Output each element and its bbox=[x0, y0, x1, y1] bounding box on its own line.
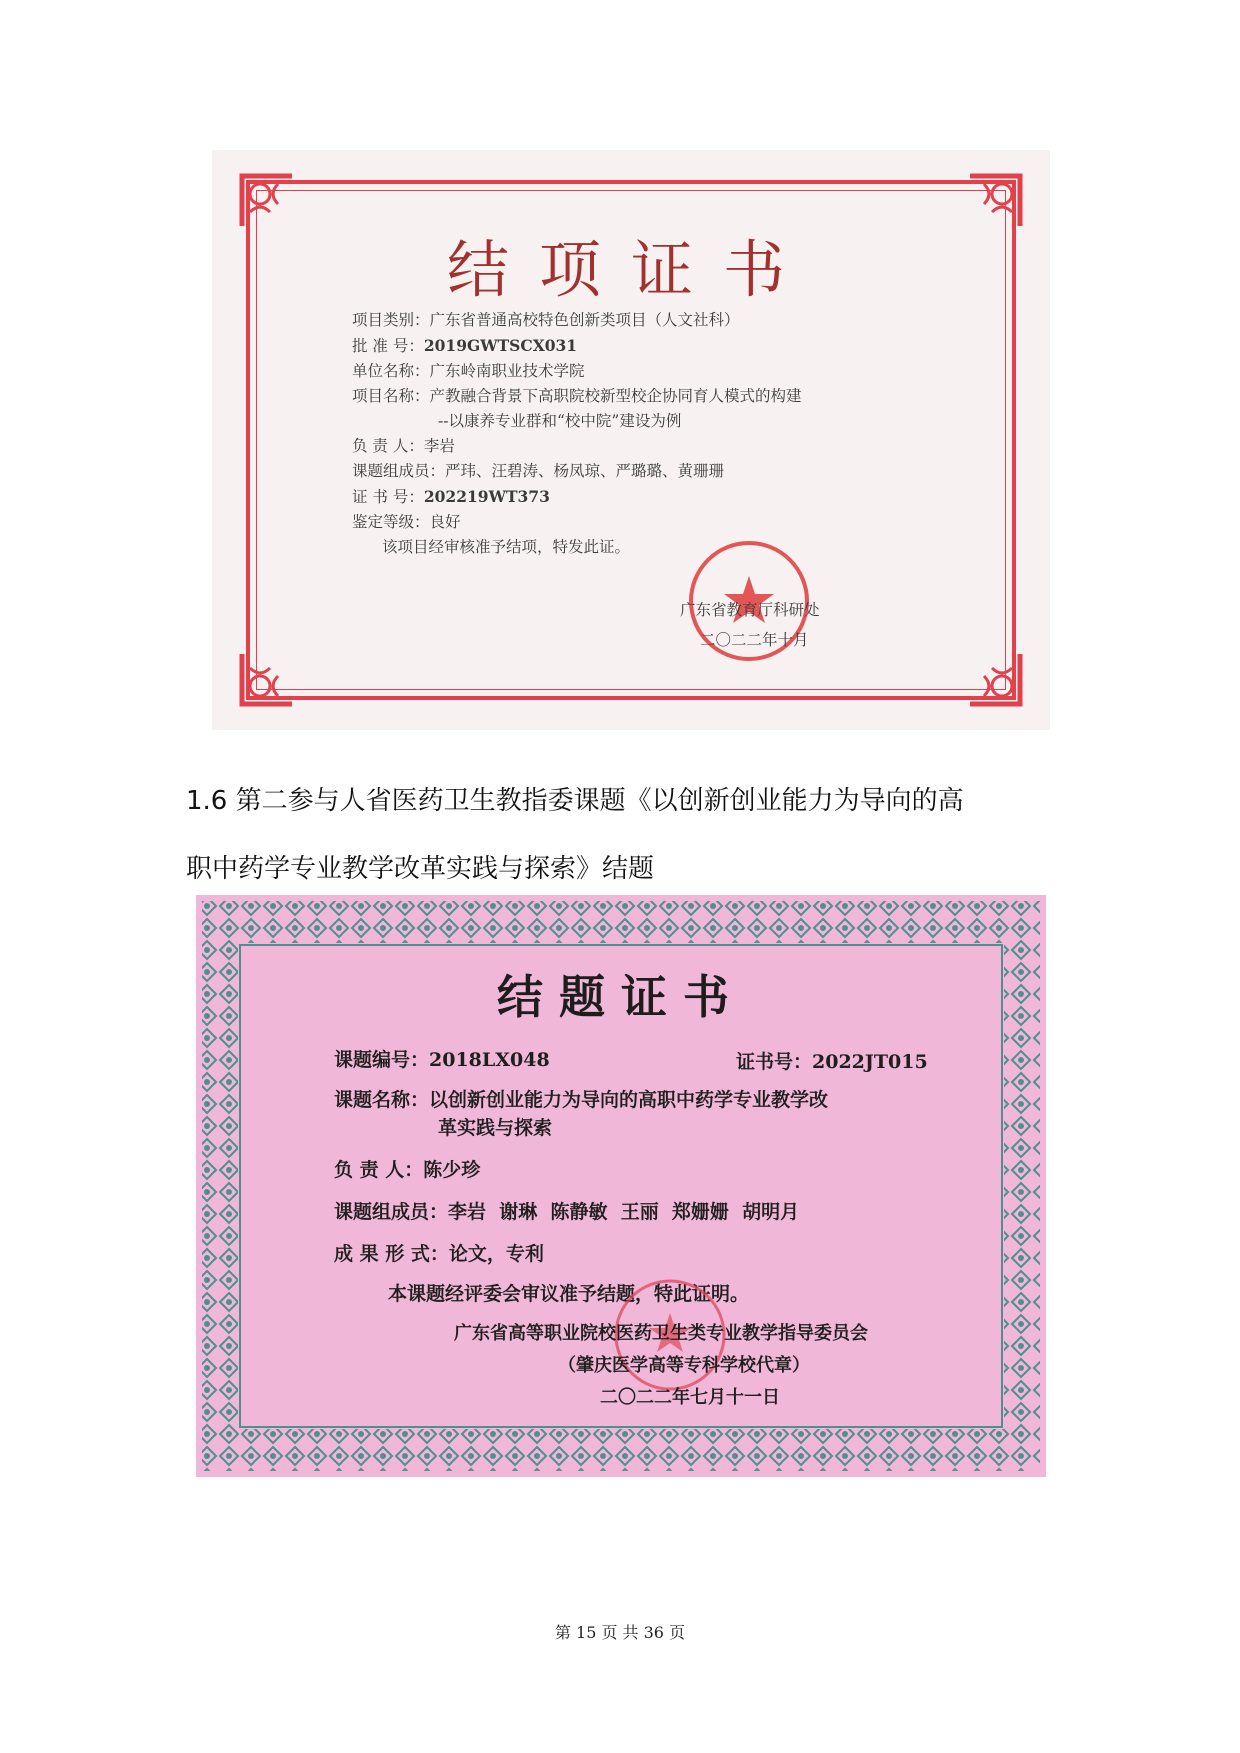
field-value: 严玮、汪碧涛、杨凤琼、严璐璐、黄珊珊 bbox=[445, 462, 725, 480]
field-label: 证书号： bbox=[736, 1051, 813, 1073]
certificate-fields bbox=[352, 308, 992, 560]
conclusion-certificate-image bbox=[196, 895, 1046, 1477]
certificate-date: 二〇二二年七月十一日 bbox=[600, 1387, 780, 1408]
page-footer: 第 15 页 共 36 页 bbox=[554, 1623, 686, 1642]
field-label: 鉴定等级： bbox=[352, 513, 430, 531]
result-row bbox=[334, 1239, 544, 1266]
field-value: 李岩 谢琳 陈静敏 王丽 郑姗姗 胡明月 bbox=[448, 1201, 800, 1223]
field-label: 证 书 号： bbox=[352, 488, 424, 506]
field-row bbox=[352, 484, 992, 510]
section-heading-line1: 1.6 第二参与人省医药卫生教指委课题《以创新创业能力为导向的高 bbox=[186, 786, 964, 816]
field-label: 项目名称： bbox=[352, 387, 430, 405]
project-name-row bbox=[334, 1085, 828, 1112]
project-no-row bbox=[334, 1045, 550, 1072]
field-row bbox=[352, 459, 992, 484]
field-value: 产教融合背景下高职院校新型校企协同育人模式的构建 bbox=[429, 387, 802, 405]
field-row bbox=[352, 359, 992, 384]
field-row bbox=[352, 384, 992, 409]
leader-row bbox=[334, 1155, 480, 1182]
field-label: 项目类别： bbox=[352, 311, 430, 329]
corner-ornament-icon bbox=[966, 650, 1024, 708]
field-value: 202219WT373 bbox=[423, 487, 550, 506]
field-row bbox=[352, 510, 992, 535]
issuing-committee-note: （肇庆医学高等专科学校代章） bbox=[558, 1355, 810, 1376]
field-row bbox=[352, 409, 992, 434]
field-value: 论文，专利 bbox=[448, 1243, 544, 1265]
field-value: 李岩 bbox=[423, 437, 455, 455]
field-label: 批 准 号： bbox=[352, 337, 424, 355]
field-label: 课题名称： bbox=[334, 1089, 430, 1111]
field-label: 负 责 人： bbox=[334, 1159, 424, 1181]
completion-certificate-image bbox=[212, 150, 1050, 730]
corner-ornament-icon bbox=[238, 650, 296, 708]
section-heading-line2: 职中药学专业教学改革实践与探索》结题 bbox=[186, 854, 655, 884]
field-label: 课题组成员： bbox=[352, 462, 446, 480]
field-value: 2018LX048 bbox=[429, 1049, 550, 1071]
field-label: 单位名称： bbox=[352, 362, 430, 380]
field-value: 广东省普通高校特色创新类项目（人文社科） bbox=[429, 311, 740, 329]
field-row bbox=[352, 308, 992, 333]
certificate-issuer: 广东省教育厅科研处 bbox=[680, 601, 820, 619]
members-row bbox=[334, 1197, 799, 1224]
field-value: 以创新创业能力为导向的高职中药学专业教学改 bbox=[429, 1089, 829, 1111]
certificate-statement: 本课题经评委会审议准予结题，特此证明。 bbox=[388, 1283, 750, 1305]
field-value: 2019GWTSCX031 bbox=[423, 336, 578, 355]
field-value: 广东岭南职业技术学院 bbox=[429, 362, 585, 380]
field-value: --以康养专业群和“校中院”建设为例 bbox=[438, 412, 682, 430]
field-label: 成 果 形 式： bbox=[334, 1243, 449, 1265]
field-label: 课题组成员： bbox=[334, 1201, 449, 1223]
certificate-date: 二〇二二年十月 bbox=[700, 631, 809, 649]
certificate-statement: 该项目经审核准予结项，特发此证。 bbox=[382, 538, 631, 556]
field-row bbox=[352, 333, 992, 359]
field-value: 良好 bbox=[429, 513, 461, 531]
project-name-continuation: 革实践与探索 bbox=[438, 1117, 553, 1139]
field-value: 2022JT015 bbox=[812, 1051, 928, 1073]
field-label: 负 责 人： bbox=[352, 437, 424, 455]
field-value: 陈少珍 bbox=[423, 1159, 481, 1181]
field-row bbox=[352, 434, 992, 459]
certificate-title: 结项证书 bbox=[446, 233, 815, 306]
issuing-committee: 广东省高等职业院校医药卫生类专业教学指导委员会 bbox=[454, 1323, 868, 1344]
field-label: 课题编号： bbox=[334, 1049, 430, 1071]
certificate-title: 结题证书 bbox=[497, 970, 745, 1024]
cert-no-row bbox=[736, 1047, 928, 1074]
